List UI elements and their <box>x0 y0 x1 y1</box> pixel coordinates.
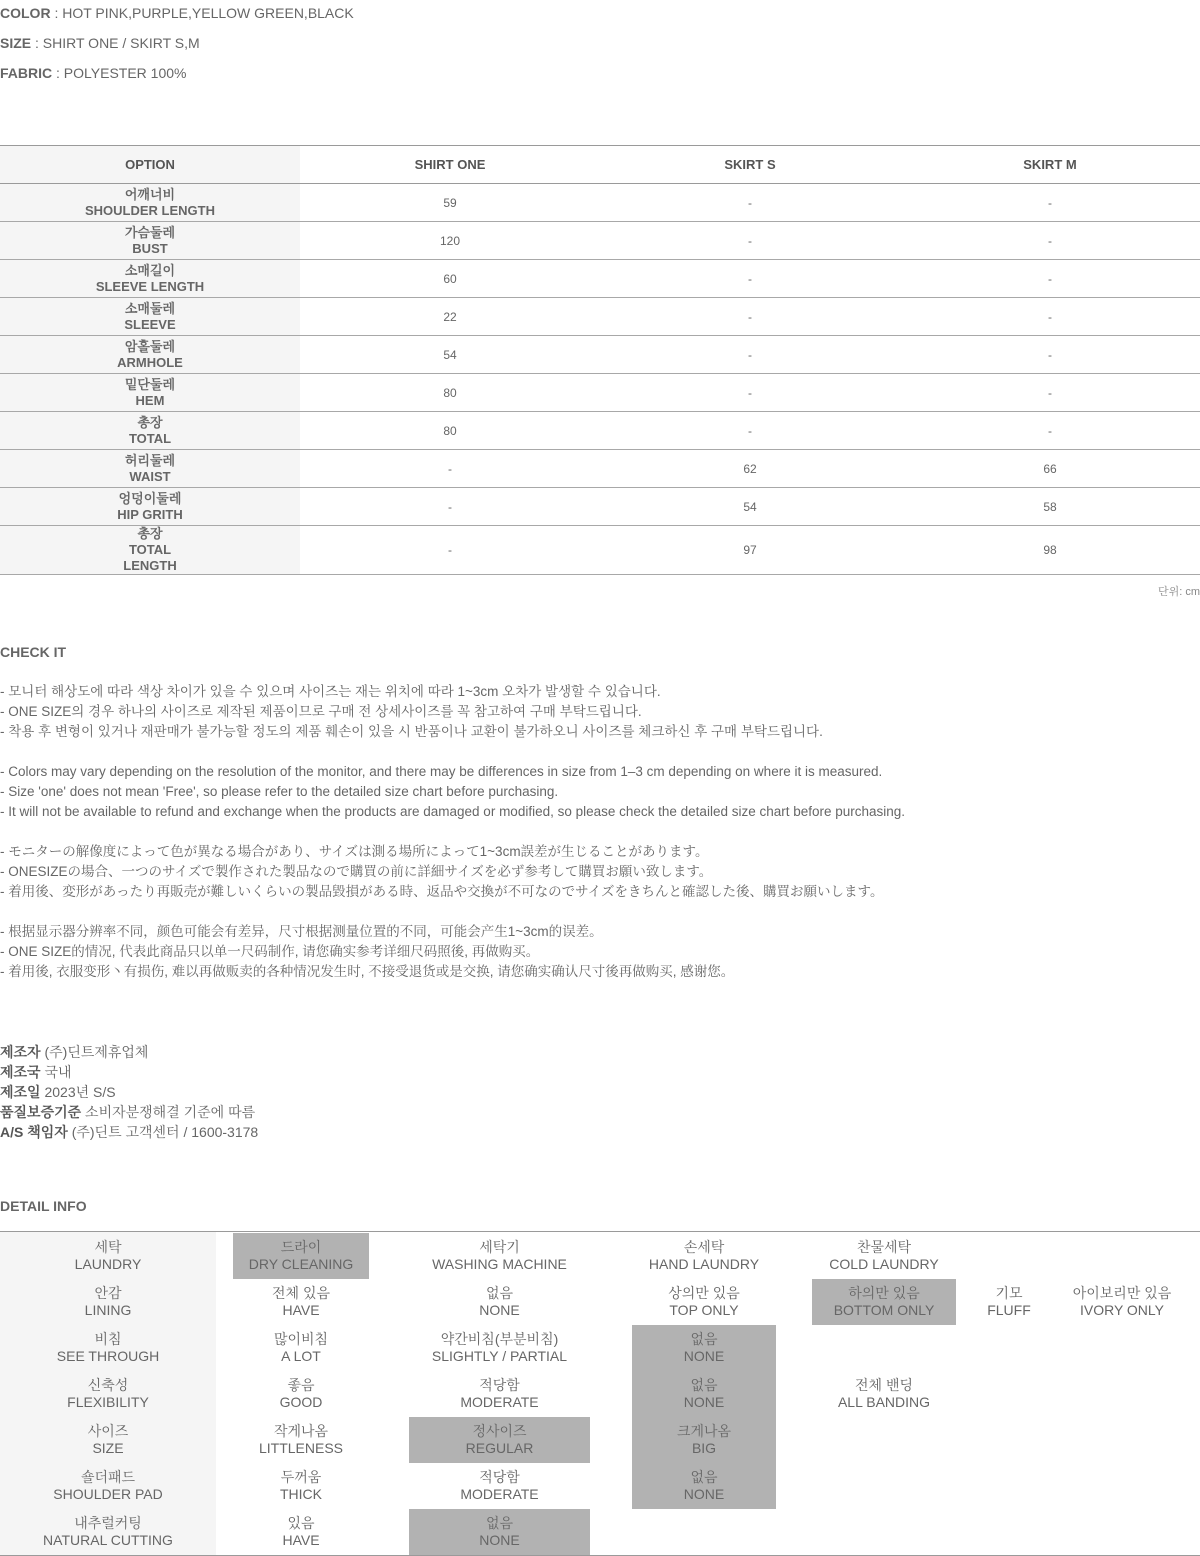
size-value-cell: - <box>748 271 752 286</box>
size-option-ko: 가슴둘레 <box>124 224 176 240</box>
detail-label-ko: 내추럴커팅 <box>74 1515 142 1531</box>
size-option-label <box>0 260 300 297</box>
detail-option <box>632 1463 776 1509</box>
size-table <box>0 145 1200 575</box>
detail-option-ko: 손세탁 <box>683 1239 725 1255</box>
size-table-row <box>0 298 1200 336</box>
detail-option-en: HAND LAUNDRY <box>648 1256 760 1272</box>
size-value-cell: 54 <box>743 499 757 514</box>
detail-label-en: LINING <box>84 1302 132 1318</box>
size-option-en: SLEEVE LENGTH <box>95 278 205 294</box>
note-line: - 모니터 해상도에 따라 색상 차이가 있을 수 있으며 사이즈는 재는 위치에 따라 1~3cm 오차가 발생할 수 있습니다. <box>0 684 661 699</box>
detail-option <box>233 1279 369 1325</box>
size-value-cell: 58 <box>1043 499 1057 514</box>
detail-label <box>0 1279 216 1325</box>
size-value-cell: 80 <box>443 385 457 400</box>
detail-label <box>0 1325 216 1371</box>
size-option-en: SHOULDER LENGTH <box>85 202 215 218</box>
detail-option <box>632 1417 776 1463</box>
size-table-row <box>0 260 1200 298</box>
size-value-cell: - <box>1048 271 1052 286</box>
detail-option-en: REGULAR <box>465 1440 534 1456</box>
header-skirt-m: SKIRT M <box>1023 157 1077 172</box>
manufacturer-value: 소비자분쟁해결 기준에 따름 <box>81 1104 256 1120</box>
detail-option <box>233 1325 369 1371</box>
detail-option <box>812 1279 956 1325</box>
detail-option-en: MODERATE <box>460 1394 539 1410</box>
detail-option-ko: 적당함 <box>479 1469 520 1485</box>
detail-info-grid <box>0 1231 1200 1556</box>
detail-label-ko: 안감 <box>94 1285 122 1301</box>
spec-fabric <box>0 65 186 81</box>
detail-option-en: NONE <box>683 1486 725 1502</box>
detail-option <box>409 1509 590 1555</box>
detail-option-en: DRY CLEANING <box>248 1256 354 1272</box>
detail-option-en: A LOT <box>281 1348 321 1364</box>
detail-option <box>409 1279 590 1325</box>
detail-option-en: HAVE <box>282 1532 320 1548</box>
detail-option-ko: 두꺼움 <box>280 1469 322 1485</box>
detail-option-ko: 하의만 있음 <box>848 1285 920 1301</box>
detail-option-ko: 없음 <box>485 1285 514 1301</box>
manufacturer-label: 제조자 <box>0 1044 41 1060</box>
detail-label <box>0 1371 216 1417</box>
detail-option <box>812 1233 956 1279</box>
manufacturer-line <box>0 1122 258 1142</box>
size-table-row <box>0 184 1200 222</box>
detail-option-ko: 상의만 있음 <box>668 1285 740 1301</box>
detail-option-ko: 많이비침 <box>273 1331 329 1347</box>
detail-option-ko: 드라이 <box>280 1239 322 1255</box>
detail-label-en: SIZE <box>92 1440 124 1456</box>
manufacturer-label: 품질보증기준 <box>0 1104 82 1120</box>
manufacturer-value: (주)딘트제휴업체 <box>40 1044 149 1060</box>
note-line: - ONE SIZE的情况, 代表此商品只以单一尺码制作, 请您确实参考详细尺码照後, 再做购买。 <box>0 944 540 959</box>
size-option-en: WAIST <box>129 468 171 484</box>
unit-note: 단위: cm <box>1157 586 1200 598</box>
note-line: - It will not be available to refund and exchange when the products are damaged or modified, so please check the detailed size chart before purchasing. <box>0 804 906 819</box>
check-it-notes <box>0 682 905 982</box>
detail-option <box>233 1463 369 1509</box>
detail-option-en: WASHING MACHINE <box>432 1256 567 1272</box>
detail-option-ko: 없음 <box>690 1469 718 1485</box>
header-skirt-s: SKIRT S <box>724 157 776 172</box>
manufacturer-value: 2023년 S/S <box>40 1084 116 1100</box>
size-option-ko: 소매길이 <box>124 262 176 278</box>
size-table-row <box>0 450 1200 488</box>
manufacturer-line <box>0 1062 258 1082</box>
size-option-en2: LENGTH <box>123 558 177 573</box>
size-value-cell: - <box>748 233 752 248</box>
note-line: - 착용 후 변형이 있거나 재판매가 불가능할 정도의 제품 훼손이 있을 시 반품이나 교환이 불가하오니 사이즈를 체크하신 후 구매 부탁드립니다. <box>0 724 823 739</box>
size-value-cell: 54 <box>443 347 457 362</box>
detail-label-ko: 숄더패드 <box>80 1469 136 1485</box>
detail-option-en: HAVE <box>282 1302 320 1318</box>
detail-option-en: NONE <box>479 1532 520 1548</box>
detail-option-en: BIG <box>691 1440 717 1456</box>
note-line: - 着用後, 衣服变形丶有损伤, 难以再做贩卖的各种情况发生时, 不接受退货或是交换, 请您确实确认尺寸後再做购买, 感谢您。 <box>0 964 735 979</box>
size-option-label <box>0 450 300 487</box>
spec-color <box>0 5 354 21</box>
size-value-cell: - <box>1048 423 1052 438</box>
note-line: - 根据显示器分辨率不同，颜色可能会有差异，尺寸根据测量位置的不同，可能会产生1~3cm的误差。 <box>0 924 603 939</box>
size-value-cell: - <box>1048 347 1052 362</box>
size-option-en: BUST <box>132 240 168 256</box>
detail-option <box>409 1463 590 1509</box>
size-option-ko: 허리둘레 <box>124 452 176 468</box>
note-line: - Colors may vary depending on the resolution of the monitor, and there may be differences in size from 1–3 cm depending on where it is measured. <box>0 764 883 779</box>
detail-option <box>233 1509 369 1555</box>
size-option-ko: 엉덩이둘레 <box>118 490 182 506</box>
manufacturer-label: A/S 책임자 <box>0 1124 68 1140</box>
size-option-en: HIP GRITH <box>117 506 183 522</box>
size-table-body <box>0 184 1200 575</box>
size-value-cell: - <box>748 309 752 324</box>
note-line: - Size 'one' does not mean 'Free', so please refer to the detailed size chart before purchasing. <box>0 784 559 799</box>
check-it-title: CHECK IT <box>0 644 67 660</box>
detail-label-ko: 신축성 <box>87 1377 129 1393</box>
manufacturer-label: 제조일 <box>0 1084 41 1100</box>
manufacturer-line <box>0 1102 258 1122</box>
size-option-ko: 밑단둘레 <box>124 376 176 392</box>
detail-option <box>233 1417 369 1463</box>
detail-label-ko: 세탁 <box>94 1239 122 1255</box>
size-value-cell: - <box>748 347 752 362</box>
detail-option <box>812 1371 956 1417</box>
manufacturer-value: 국내 <box>40 1064 72 1080</box>
detail-option-ko: 없음 <box>690 1377 718 1393</box>
detail-option <box>1056 1279 1188 1325</box>
size-value-cell: 66 <box>1043 461 1057 476</box>
manufacturer-line <box>0 1082 258 1102</box>
detail-option-en: GOOD <box>279 1394 323 1410</box>
detail-option-ko: 좋음 <box>287 1377 315 1393</box>
size-value-cell: - <box>1048 233 1052 248</box>
size-option-ko: 어깨너비 <box>124 186 176 202</box>
detail-option-ko: 약간비침(부분비침) <box>440 1331 559 1347</box>
size-value-cell: 60 <box>443 271 457 286</box>
detail-option <box>233 1371 369 1417</box>
detail-option-en: SLIGHTLY / PARTIAL <box>431 1348 568 1364</box>
size-option-en: TOTAL <box>128 542 172 557</box>
spec-color-value: : HOT PINK,PURPLE,YELLOW GREEN,BLACK <box>50 5 354 21</box>
size-value-cell: - <box>748 385 752 400</box>
spec-color-label: COLOR <box>0 5 51 21</box>
size-value-cell: 62 <box>743 461 757 476</box>
detail-option-ko: 크게나옴 <box>676 1423 732 1439</box>
size-value-cell: - <box>1048 385 1052 400</box>
size-value-cell: - <box>1048 309 1052 324</box>
detail-option <box>632 1325 776 1371</box>
detail-option-ko: 있음 <box>287 1515 315 1531</box>
size-value-cell: - <box>748 195 752 210</box>
note-line: - ONE SIZE의 경우 하나의 사이즈로 제작된 제품이므로 구매 전 상세사이즈를 꼭 참고하여 구매 부탁드립니다. <box>0 704 642 719</box>
size-option-ko: 총장 <box>137 414 163 430</box>
note-line: - モニターの解像度によって色が異なる場合があり、サイズは測る場所によって1~3cm誤差が生じることがあります。 <box>0 844 709 859</box>
detail-label-en: SHOULDER PAD <box>53 1486 163 1502</box>
detail-label-en: NATURAL CUTTING <box>43 1532 173 1548</box>
detail-option-en: TOP ONLY <box>669 1302 739 1318</box>
detail-label <box>0 1233 216 1279</box>
detail-option-ko: 정사이즈 <box>472 1423 527 1439</box>
size-option-label <box>0 526 300 574</box>
manufacturer-value: (주)딘트 고객센터 / 1600-3178 <box>67 1124 259 1140</box>
detail-option <box>233 1233 369 1279</box>
size-table-row <box>0 526 1200 575</box>
spec-size-value: : SHIRT ONE / SKIRT S,M <box>31 35 200 51</box>
size-value-cell: - <box>448 499 452 514</box>
spec-size-label: SIZE <box>0 35 32 51</box>
detail-label <box>0 1463 216 1509</box>
detail-option-en: IVORY ONLY <box>1079 1302 1165 1318</box>
size-value-cell: - <box>1048 195 1052 210</box>
detail-option-ko: 없음 <box>690 1331 718 1347</box>
detail-option-ko: 전체 있음 <box>272 1285 330 1301</box>
detail-option-ko: 찬물세탁 <box>856 1239 912 1255</box>
spec-fabric-value: : POLYESTER 100% <box>52 65 187 81</box>
detail-label-en: SEE THROUGH <box>56 1348 160 1364</box>
detail-option <box>632 1233 776 1279</box>
size-table-header <box>0 145 1200 184</box>
size-option-en: SLEEVE <box>124 316 176 332</box>
header-option: OPTION <box>0 146 300 183</box>
detail-option-en: LITTLENESS <box>258 1440 344 1456</box>
note-gap <box>0 742 905 762</box>
detail-label-ko: 비침 <box>94 1331 122 1347</box>
size-table-row <box>0 412 1200 450</box>
detail-option-ko: 없음 <box>485 1515 514 1531</box>
header-shirt-one: SHIRT ONE <box>414 157 486 172</box>
note-line: - ONESIZEの場合、一つのサイズで製作された製品なので購買の前に詳細サイズを必ず参考して購買お願い致します。 <box>0 864 713 879</box>
detail-option-en: NONE <box>683 1394 725 1410</box>
detail-option <box>409 1417 590 1463</box>
spec-size <box>0 35 200 51</box>
detail-option-ko: 기모 <box>995 1285 1023 1301</box>
detail-option-en: FLUFF <box>987 1302 1031 1318</box>
size-table-row <box>0 374 1200 412</box>
detail-option <box>409 1371 590 1417</box>
detail-option-ko: 아이보리만 있음 <box>1072 1285 1172 1301</box>
manufacturer-info <box>0 1042 258 1142</box>
detail-option-en: COLD LAUNDRY <box>829 1256 939 1272</box>
detail-option-en: BOTTOM ONLY <box>833 1302 935 1318</box>
size-value-cell: 97 <box>743 543 757 557</box>
size-value-cell: - <box>448 543 452 557</box>
detail-label-en: FLEXIBILITY <box>67 1394 149 1410</box>
size-table-row <box>0 488 1200 526</box>
size-option-ko: 소매둘레 <box>124 300 176 316</box>
detail-label-ko: 사이즈 <box>87 1423 129 1439</box>
size-option-label <box>0 412 300 449</box>
detail-label <box>0 1417 216 1463</box>
size-option-label <box>0 374 300 411</box>
detail-option-en: NONE <box>683 1348 725 1364</box>
size-value-cell: 59 <box>443 195 457 210</box>
note-gap <box>0 902 905 922</box>
size-value-cell: - <box>748 423 752 438</box>
detail-option-ko: 작게나옴 <box>273 1423 329 1439</box>
size-option-label <box>0 184 300 221</box>
size-option-label <box>0 488 300 525</box>
size-option-ko: 총장 <box>137 526 163 541</box>
detail-option <box>632 1371 776 1417</box>
size-option-label <box>0 222 300 259</box>
size-value-cell: 120 <box>439 233 461 248</box>
size-value-cell: - <box>448 461 452 476</box>
detail-option-en: MODERATE <box>460 1486 539 1502</box>
detail-option-ko: 세탁기 <box>479 1239 520 1255</box>
detail-info-title: DETAIL INFO <box>0 1198 87 1214</box>
detail-option <box>409 1233 590 1279</box>
detail-option-ko: 적당함 <box>479 1377 520 1393</box>
size-option-label <box>0 298 300 335</box>
detail-label <box>0 1509 216 1555</box>
detail-option <box>409 1325 590 1371</box>
size-value-cell: 98 <box>1043 543 1057 557</box>
note-line: - 着用後、変形があったり再販売が難しいくらいの製品毀損がある時、返品や交換が不可なのでサイズをきちんと確認した後、購買お願いします。 <box>0 884 884 899</box>
manufacturer-line <box>0 1042 258 1062</box>
detail-option-ko: 전체 밴딩 <box>855 1377 913 1393</box>
detail-option-en: NONE <box>479 1302 520 1318</box>
size-value-cell: 22 <box>443 309 457 324</box>
detail-option <box>962 1279 1056 1325</box>
size-table-row <box>0 336 1200 374</box>
detail-label-en: LAUNDRY <box>74 1256 142 1272</box>
size-table-row <box>0 222 1200 260</box>
size-option-en: HEM <box>135 392 165 408</box>
detail-option <box>632 1279 776 1325</box>
size-option-en: TOTAL <box>128 430 172 446</box>
note-gap <box>0 822 905 842</box>
size-value-cell: 80 <box>443 423 457 438</box>
detail-option-en: THICK <box>280 1486 322 1502</box>
size-option-ko: 암홀둘레 <box>124 338 176 354</box>
spec-fabric-label: FABRIC <box>0 65 53 81</box>
size-option-label <box>0 336 300 373</box>
size-option-en: ARMHOLE <box>117 354 183 370</box>
manufacturer-label: 제조국 <box>0 1064 41 1080</box>
detail-option-en: ALL BANDING <box>837 1394 931 1410</box>
